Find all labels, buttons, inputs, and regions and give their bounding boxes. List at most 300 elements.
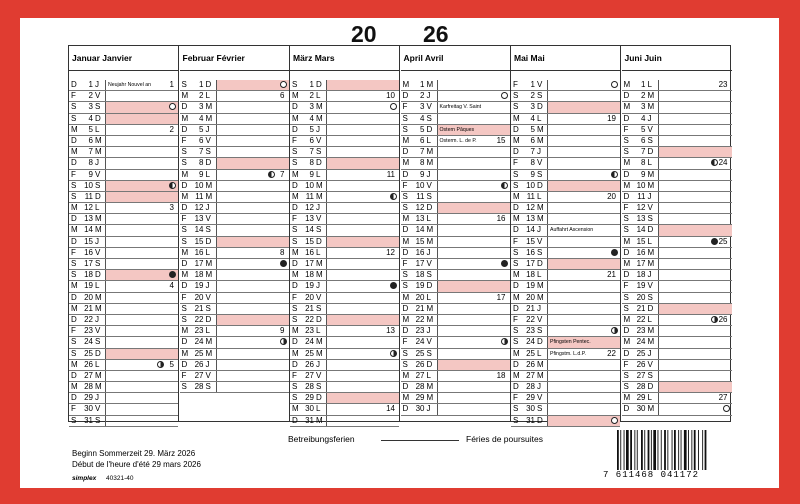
writing-line — [658, 114, 732, 124]
day-number: 12 — [305, 203, 314, 213]
writing-line — [437, 91, 510, 101]
day-number: 23 — [526, 326, 535, 336]
writing-line — [326, 382, 399, 392]
year-part-1: 20 — [351, 21, 377, 47]
weekday-fr: V — [95, 404, 101, 414]
day-row — [511, 393, 620, 404]
weekday-de: M — [181, 169, 189, 179]
day-number: 4 — [530, 113, 535, 123]
writing-line — [216, 203, 289, 213]
day-row — [69, 237, 178, 248]
weekday-fr: D — [316, 80, 322, 89]
day-row — [622, 281, 732, 292]
day-row — [69, 203, 178, 214]
writing-line — [658, 404, 732, 414]
day-row — [622, 91, 732, 102]
weekday-fr: D — [205, 314, 212, 324]
weekday-de: S — [402, 124, 408, 134]
day-row — [622, 259, 732, 270]
writing-line — [547, 281, 620, 291]
weekday-fr: M — [316, 102, 323, 112]
day-number: 23 — [305, 326, 314, 336]
day-number: 23 — [194, 326, 204, 336]
weekday-fr: V — [426, 180, 432, 190]
weekday-fr: L — [647, 393, 652, 403]
weekday-fr: M — [95, 214, 102, 224]
day-list — [622, 80, 732, 416]
weekday-de: D — [513, 124, 519, 134]
day-number: 23 — [636, 326, 646, 336]
weekday-fr: J — [95, 158, 99, 168]
weekday-de: D — [402, 382, 409, 392]
day-row — [511, 80, 620, 91]
day-list — [69, 80, 178, 427]
writing-line — [326, 114, 399, 124]
weekday-fr: J — [95, 393, 99, 403]
writing-line — [326, 270, 399, 280]
day-row — [511, 293, 620, 304]
weekday-de: S — [71, 113, 77, 123]
weekday-fr: M — [647, 102, 655, 112]
day-row — [511, 416, 620, 427]
weekday-de: S — [292, 382, 298, 392]
day-row — [401, 371, 510, 382]
weekday-de: S — [402, 113, 408, 123]
weekday-fr: D — [537, 102, 543, 112]
day-row — [180, 248, 289, 259]
day-number: 25 — [305, 348, 314, 358]
weekday-de: F — [181, 370, 187, 380]
moon-phase-icon — [501, 338, 508, 345]
weekday-de: S — [513, 326, 519, 336]
day-row — [511, 136, 620, 147]
day-row — [290, 147, 399, 158]
writing-line — [216, 237, 289, 247]
day-number: 9 — [420, 169, 425, 179]
writing-line — [658, 170, 732, 180]
weekday-de: D — [513, 303, 519, 313]
weekday-de: F — [181, 292, 187, 302]
weekday-de: S — [71, 102, 77, 112]
day-row — [290, 136, 399, 147]
weekday-fr: L — [537, 113, 542, 123]
day-number: 18 — [636, 270, 646, 280]
weekday-de: S — [513, 169, 519, 179]
weekday-de: M — [513, 191, 520, 201]
day-number: 12 — [636, 203, 646, 213]
writing-line — [547, 393, 620, 403]
week-number: 17 — [496, 292, 506, 302]
weekday-de: D — [623, 348, 630, 358]
day-number: 21 — [526, 303, 535, 313]
day-number: 8 — [88, 158, 93, 168]
day-number: 19 — [194, 281, 204, 291]
weekday-de: D — [71, 393, 77, 403]
writing-line — [216, 315, 289, 325]
legend-label-fr: Féries de poursuites — [466, 434, 544, 444]
weekday-fr: V — [316, 292, 322, 302]
writing-line — [547, 80, 620, 90]
writing-line — [105, 371, 178, 381]
weekday-fr: J — [426, 404, 431, 414]
weekday-de: M — [181, 348, 189, 358]
week-number: 14 — [386, 404, 395, 414]
day-number: 5 — [199, 124, 204, 134]
day-row — [290, 337, 399, 348]
writing-line — [326, 181, 399, 191]
weekday-fr: L — [95, 124, 100, 134]
weekday-fr: D — [647, 303, 654, 313]
weekday-fr: V — [95, 326, 101, 336]
day-row — [622, 136, 732, 147]
moon-phase-icon — [711, 238, 718, 245]
writing-line — [437, 393, 510, 403]
weekday-de: F — [71, 326, 76, 336]
day-number: 14 — [415, 225, 425, 235]
weekday-de: D — [71, 80, 77, 89]
weekday-de: D — [71, 292, 77, 302]
weekday-fr: J — [426, 91, 431, 101]
day-row — [180, 225, 289, 236]
day-row — [180, 203, 289, 214]
day-row — [401, 136, 510, 147]
day-number: 6 — [199, 135, 204, 145]
weekday-fr: M — [316, 180, 323, 190]
day-row — [180, 315, 289, 326]
weekday-de: S — [623, 214, 629, 224]
week-number: 9 — [280, 326, 285, 336]
weekday-fr: D — [537, 337, 543, 347]
day-number: 15 — [636, 236, 646, 246]
day-row — [511, 214, 620, 225]
moon-phase-icon — [501, 92, 508, 99]
day-number: 16 — [84, 247, 93, 257]
weekday-de: D — [623, 404, 630, 414]
writing-line — [437, 382, 510, 392]
weekday-fr: V — [316, 370, 322, 380]
weekday-fr: M — [95, 382, 102, 392]
weekday-de: M — [292, 348, 299, 358]
day-row — [180, 349, 289, 360]
weekday-de: D — [402, 91, 409, 101]
weekday-de: M — [623, 337, 631, 347]
day-row — [401, 114, 510, 125]
weekday-de: S — [402, 191, 408, 201]
weekday-de: S — [513, 102, 519, 112]
weekday-de: D — [292, 124, 298, 134]
writing-line — [216, 304, 289, 314]
weekday-fr: S — [95, 259, 101, 268]
writing-line — [216, 281, 289, 291]
day-row — [69, 326, 178, 337]
moon-phase-icon — [501, 182, 508, 189]
weekday-fr: M — [316, 348, 323, 358]
weekday-de: S — [513, 259, 519, 268]
weekday-de: S — [623, 303, 629, 313]
weekday-fr: J — [537, 225, 541, 235]
weekday-fr: S — [537, 404, 543, 414]
weekday-de: F — [402, 180, 408, 190]
weekday-fr: M — [205, 113, 213, 123]
weekday-fr: M — [95, 370, 102, 380]
week-number: 21 — [607, 270, 616, 280]
day-row — [180, 281, 289, 292]
day-number: 28 — [415, 382, 425, 392]
day-row — [511, 281, 620, 292]
day-row — [401, 125, 510, 136]
day-row — [622, 158, 732, 169]
day-row — [290, 114, 399, 125]
writing-line — [105, 416, 178, 426]
day-row — [511, 326, 620, 337]
moon-phase-icon — [611, 81, 618, 88]
week-number: 16 — [496, 214, 506, 224]
day-number: 2 — [420, 91, 425, 101]
writing-line — [658, 259, 732, 269]
writing-line — [547, 360, 620, 370]
moon-phase-icon — [268, 171, 275, 178]
month-title: Februar Février — [180, 46, 289, 71]
day-row — [622, 349, 732, 360]
weekday-de: D — [513, 147, 519, 157]
day-number: 21 — [305, 303, 314, 313]
week-number: 23 — [718, 80, 728, 89]
day-number: 4 — [88, 113, 93, 123]
day-number: 1 — [199, 80, 204, 89]
day-row — [69, 147, 178, 158]
day-row — [290, 382, 399, 393]
writing-line — [437, 114, 510, 124]
day-number: 18 — [526, 270, 535, 280]
month-column — [69, 46, 179, 425]
weekday-fr: V — [95, 169, 101, 179]
weekday-de: F — [181, 214, 187, 224]
holiday-note: Neujahr Nouvel an — [108, 82, 151, 88]
weekday-de: S — [292, 314, 298, 324]
day-number: 2 — [88, 91, 93, 101]
day-number: 13 — [636, 214, 646, 224]
weekday-fr: L — [205, 247, 210, 257]
day-number: 12 — [415, 203, 425, 213]
legend-label-de: Betreibungsferien — [288, 434, 355, 444]
day-row — [69, 382, 178, 393]
day-row — [401, 393, 510, 404]
day-row — [180, 371, 289, 382]
writing-line — [658, 326, 732, 336]
day-row — [290, 225, 399, 236]
weekday-de: S — [71, 191, 77, 201]
day-number: 19 — [415, 281, 425, 291]
moon-phase-icon — [723, 405, 730, 412]
day-row — [622, 225, 732, 236]
weekday-fr: M — [95, 225, 102, 235]
day-row — [511, 270, 620, 281]
day-number: 2 — [530, 91, 535, 101]
writing-line — [658, 248, 732, 258]
day-number: 12 — [526, 203, 535, 213]
day-row — [401, 237, 510, 248]
day-number: 22 — [84, 314, 93, 324]
weekday-de: M — [513, 292, 520, 302]
day-number: 8 — [641, 158, 646, 168]
day-number: 30 — [636, 404, 646, 414]
weekday-de: M — [402, 314, 410, 324]
weekday-de: D — [623, 91, 630, 101]
weekday-de: M — [402, 370, 410, 380]
day-row — [290, 304, 399, 315]
day-number: 8 — [309, 158, 314, 168]
day-row — [69, 315, 178, 326]
writing-line — [437, 181, 510, 191]
day-row — [290, 371, 399, 382]
writing-line — [105, 382, 178, 392]
day-number: 22 — [526, 314, 535, 324]
month-title: April Avril — [401, 46, 510, 71]
writing-line — [658, 91, 732, 101]
day-number: 24 — [194, 337, 204, 347]
weekday-de: M — [292, 404, 299, 414]
day-number: 25 — [415, 348, 425, 358]
writing-line — [437, 360, 510, 370]
weekday-fr: J — [426, 326, 431, 336]
day-number: 7 — [199, 147, 204, 157]
day-row — [69, 259, 178, 270]
weekday-de: D — [292, 102, 298, 112]
moon-phase-icon — [280, 260, 287, 267]
footer — [72, 475, 134, 482]
day-number: 10 — [84, 180, 93, 190]
writing-line — [105, 349, 178, 359]
weekday-fr: S — [205, 382, 211, 392]
day-row — [290, 192, 399, 203]
weekday-fr: D — [316, 236, 322, 246]
weekday-de: D — [513, 203, 519, 213]
writing-line — [216, 147, 289, 157]
day-number: 18 — [194, 270, 204, 280]
day-number: 27 — [415, 370, 425, 380]
day-row — [401, 170, 510, 181]
month-column — [401, 46, 511, 421]
day-row — [69, 80, 178, 91]
weekday-de: S — [181, 303, 187, 313]
day-row — [69, 158, 178, 169]
day-number: 31 — [526, 415, 535, 425]
day-row — [511, 170, 620, 181]
weekday-fr: M — [205, 259, 213, 268]
weekday-fr: S — [95, 415, 101, 425]
weekday-de: M — [181, 113, 189, 123]
weekday-de: D — [71, 314, 77, 324]
weekday-fr: D — [95, 270, 101, 280]
week-number: 13 — [386, 326, 395, 336]
day-number: 21 — [636, 303, 646, 313]
weekday-fr: D — [316, 158, 322, 168]
weekday-fr: V — [205, 292, 211, 302]
weekday-de: M — [513, 348, 520, 358]
day-row — [290, 315, 399, 326]
day-row — [511, 237, 620, 248]
weekday-fr: V — [647, 124, 653, 134]
writing-line — [105, 360, 178, 370]
weekday-de: D — [402, 225, 409, 235]
day-row — [401, 304, 510, 315]
weekday-de: S — [623, 292, 629, 302]
day-number: 18 — [84, 270, 93, 280]
day-number: 14 — [526, 225, 535, 235]
day-row — [511, 404, 620, 415]
week-number: 25 — [718, 236, 728, 246]
day-number: 20 — [415, 292, 425, 302]
weekday-fr: V — [647, 359, 653, 369]
day-number: 3 — [641, 102, 646, 112]
weekday-fr: S — [205, 147, 211, 157]
weekday-de: D — [402, 326, 409, 336]
weekday-de: D — [181, 359, 188, 369]
writing-line — [326, 393, 399, 403]
day-number: 29 — [84, 393, 93, 403]
moon-phase-icon — [280, 338, 287, 345]
writing-line — [105, 170, 178, 180]
writing-line — [216, 136, 289, 146]
weekday-fr: J — [316, 203, 320, 213]
weekday-de: F — [623, 203, 629, 213]
writing-line — [216, 270, 289, 280]
day-number: 14 — [305, 225, 314, 235]
weekday-fr: M — [316, 259, 323, 268]
month-column — [511, 46, 621, 425]
weekday-de: S — [181, 314, 187, 324]
day-row — [622, 214, 732, 225]
writing-line — [216, 259, 289, 269]
week-number: 4 — [169, 281, 174, 291]
weekday-fr: J — [316, 124, 320, 134]
day-list — [180, 80, 289, 393]
writing-line — [105, 192, 178, 202]
weekday-de: D — [292, 180, 298, 190]
weekday-fr: V — [537, 80, 543, 89]
day-row — [290, 237, 399, 248]
writing-line — [547, 371, 620, 381]
calendar-sheet — [20, 18, 779, 488]
weekday-fr: L — [647, 80, 652, 89]
weekday-de: S — [402, 359, 408, 369]
day-number: 24 — [84, 337, 93, 347]
day-number: 2 — [309, 91, 314, 101]
writing-line — [326, 259, 399, 269]
day-number: 11 — [84, 191, 93, 201]
weekday-fr: L — [95, 281, 100, 291]
day-number: 17 — [194, 259, 204, 268]
weekday-de: M — [292, 247, 299, 257]
year-part-2: 26 — [423, 21, 449, 47]
day-number: 19 — [526, 281, 535, 291]
day-row — [290, 181, 399, 192]
moon-phase-icon — [390, 350, 397, 357]
day-number: 21 — [84, 303, 93, 313]
writing-line — [658, 214, 732, 224]
weekday-de: S — [623, 370, 629, 380]
day-number: 10 — [305, 180, 314, 190]
weekday-de: S — [181, 158, 187, 168]
weekday-fr: L — [316, 404, 321, 414]
day-row — [401, 102, 510, 113]
weekday-fr: L — [95, 203, 100, 213]
writing-line — [437, 337, 510, 347]
day-number: 29 — [636, 393, 646, 403]
writing-line — [326, 371, 399, 381]
weekday-de: M — [181, 91, 189, 101]
weekday-fr: S — [205, 303, 211, 313]
